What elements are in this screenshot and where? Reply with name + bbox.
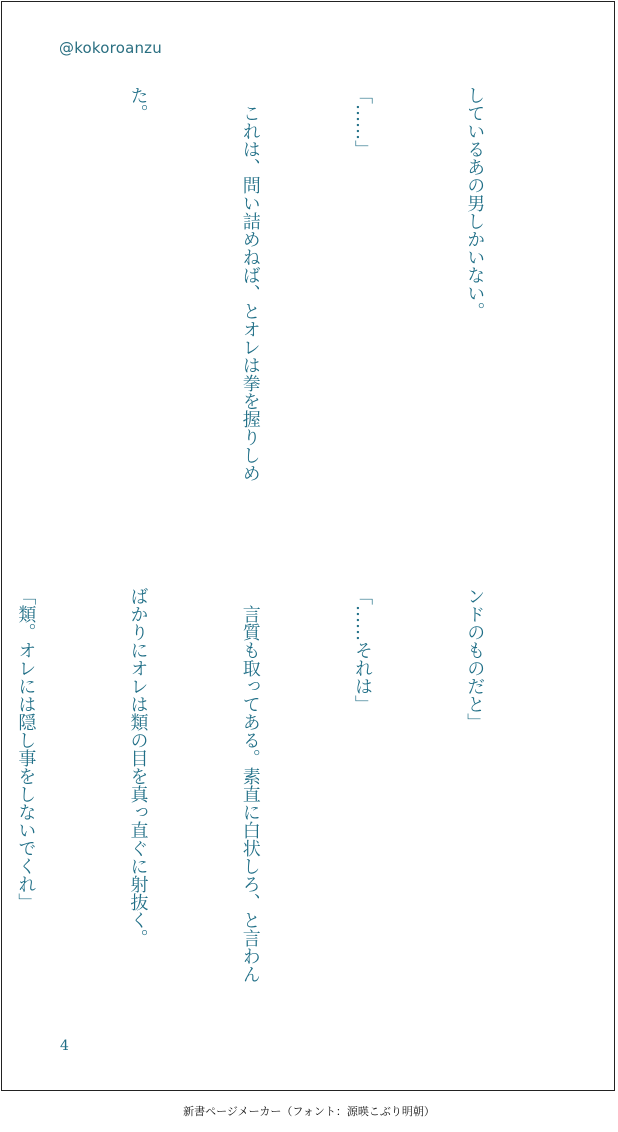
page-number: 4 xyxy=(60,1038,69,1054)
text-line: た。 xyxy=(127,86,149,122)
text-line: ンドのものだと」 xyxy=(464,587,486,731)
text-line: 「……それは」 xyxy=(351,587,373,713)
text-line: 「……」 xyxy=(351,86,373,158)
author-handle: @kokoroanzu xyxy=(59,39,162,57)
text-line: 「類。オレには隠し事をしないでくれ」 xyxy=(15,587,37,911)
book-page xyxy=(1,1,615,1091)
vertical-text-block-top xyxy=(0,86,568,536)
footer-credit: 新書ページメーカー（フォント：源暎こぶり明朝） xyxy=(183,1105,435,1118)
text-line: しているあの男しかいない。 xyxy=(464,86,486,320)
vertical-text-block-bottom xyxy=(0,587,568,1017)
text-line: これは、問い詰めねば、とオレは拳を握りしめ xyxy=(239,86,261,482)
text-line: 言質も取ってある。素直に白状しろ、と言わん xyxy=(239,587,261,983)
text-line: ばかりにオレは類の目を真っ直ぐに射抜く。 xyxy=(127,587,149,947)
